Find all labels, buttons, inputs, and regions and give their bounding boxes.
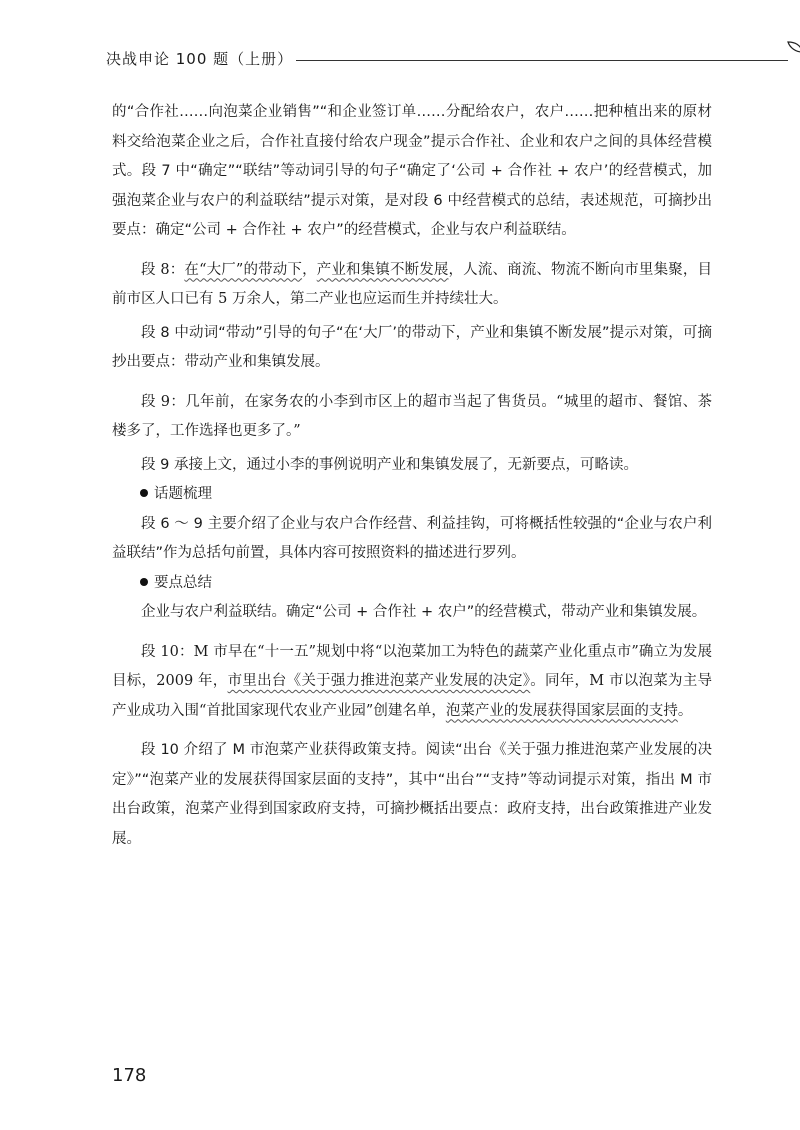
paragraph-label: 段 8：	[141, 261, 185, 278]
paragraph-analysis-10: 段 10 介绍了 M 市泡菜产业获得政策支持。阅读“出台《关于强力推进泡菜产业发展的决定》”“泡菜产业的发展获得国家层面的支持”，其中“出台”“支持”等动词提示对策，指出 M 市出台政策，泡菜产业得到国家政府支持，可摘抄概括出要点：政府支持，出台政策推进产业发展。	[112, 742, 712, 847]
source-paragraph-8	[112, 256, 712, 315]
summary-text: 企业与农户利益联结。确定“公司 + 合作社 + 农户”的经营模式，带动产业和集镇发展。	[141, 604, 707, 620]
underlined-phrase: 产业和集镇不断发展	[316, 261, 449, 278]
paragraph-text: 。同年，M 市以泡菜为主导产业成功入围“首批国家现代农业产业园”创建名单，	[112, 673, 713, 719]
topic-text: 段 6 ～ 9 主要介绍了企业与农户合作经营、利益挂钩，可将概括性较强的“企业与农户利益联结”作为总括句前置，具体内容可按照资料的描述进行罗列。	[112, 515, 712, 561]
topic-heading	[112, 480, 712, 510]
punctuation: 。	[677, 702, 693, 719]
header-rule	[296, 60, 788, 61]
bullet-dot-icon	[140, 578, 148, 586]
underlined-phrase: 泡菜产业的发展获得国家层面的支持	[445, 702, 678, 719]
topic-heading-text: 话题梳理	[154, 486, 212, 502]
sprout-icon	[786, 40, 800, 70]
underlined-phrase: 在“大厂”的带动下	[184, 261, 303, 278]
source-paragraph-9: 段 9：几年前，在家务农的小李到市区上的超市当起了售货员。“城里的超市、餐馆、茶楼多了，工作选择也更多了。”	[112, 393, 712, 439]
page-body	[112, 98, 712, 854]
bullet-dot-icon	[140, 489, 148, 497]
running-header	[106, 40, 726, 80]
paragraph-analysis-9: 段 9 承接上文，通过小李的事例说明产业和集镇发展了，无新要点，可略读。	[141, 456, 638, 473]
paragraph-analysis-8: 段 8 中动词“带动”引导的句子“在‘大厂’的带动下，产业和集镇不断发展”提示对策，可摘抄出要点：带动产业和集镇发展。	[112, 324, 712, 370]
summary-heading-text: 要点总结	[154, 574, 212, 591]
paragraph-text: ，人流、商流、物流不断向市里集聚，目前市区人口已有 5 万余人，第二产业也应运而生并持续壮大。	[112, 261, 713, 307]
paragraph-text: 段 10：M 市早在“十一五”规划中将“以泡菜加工为特色的蔬菜产业化重点市”确立为发展目标，2009 年，	[112, 643, 712, 689]
book-title: 决战申论 100 题（上册）	[106, 50, 294, 68]
underlined-phrase: 市里出台《关于强力推进泡菜产业发展的决定》	[227, 673, 531, 689]
source-paragraph-10	[112, 638, 712, 727]
page-number: 178	[112, 1065, 147, 1086]
summary-heading	[112, 569, 712, 599]
punctuation: ，	[302, 261, 317, 278]
paragraph-analysis-7: 的“合作社……向泡菜企业销售”“和企业签订单……分配给农户，农户……把种植出来的原材料交给泡菜企业之后，合作社直接付给农户现金”提示合作社、企业和农户之间的具体经营模式。段 7 中“确定”“联结”等动词引导的句子“确定了‘公司 + 合作社 + 农户’的经营模式，加强泡菜企业与农户的利益联结”提示对策，是对段 6 中经营模式的总结，表述规范，可摘抄出要点：确定“公司 + 合作社 + 农户”的经营模式，企业与农户利益联结。	[112, 104, 712, 238]
